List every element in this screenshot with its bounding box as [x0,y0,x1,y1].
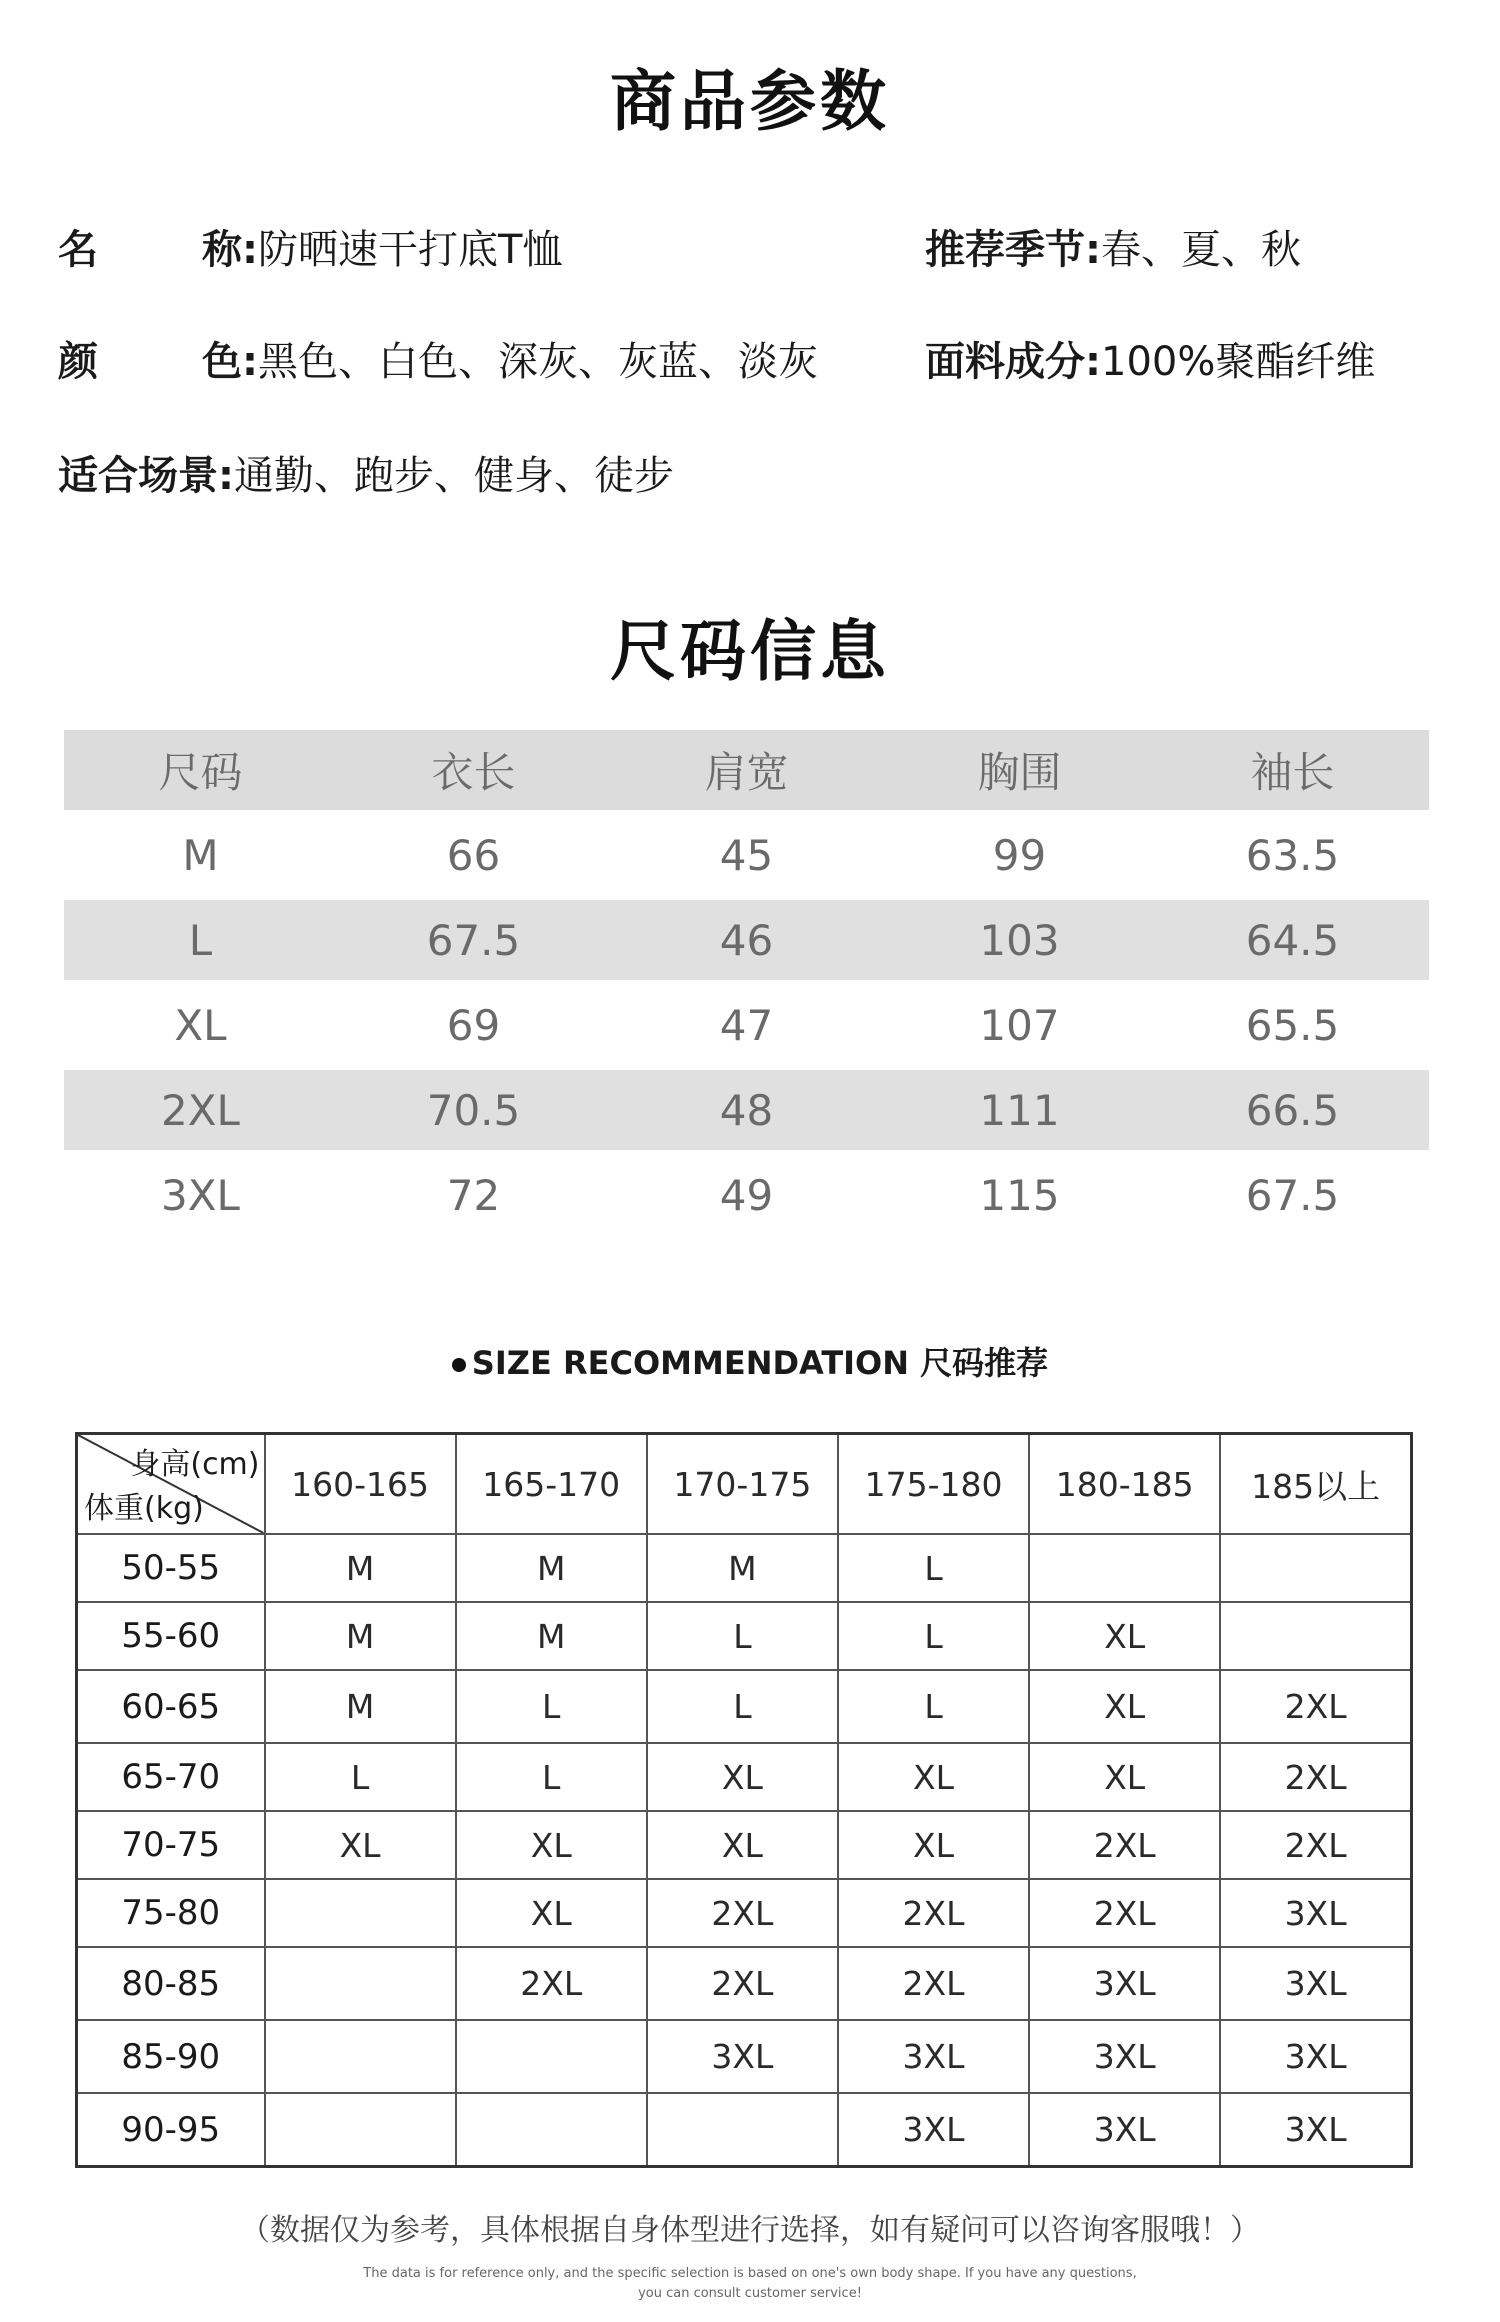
corner-height-label: 身高(cm) [130,1447,260,1482]
corner-cell [77,1434,265,1535]
bullet-dot-icon [452,1358,466,1372]
weight-cell: 65-70 [77,1743,265,1811]
disclaimer-note: （数据仅为参考，具体根据自身体型进行选择，如有疑问可以咨询客服哦！） [240,2213,1260,2248]
recommended-size-cell: 2XL [1220,1670,1411,1743]
params-section-title: 商品参数 [610,63,890,140]
size-label-cell: 2XL [64,1070,337,1150]
recommendation-table-body [77,1534,1412,2167]
disclaimer-en-line-1: The data is for reference only, and the specific selection is based on one's own body shape. If you have any questions, [363,2266,1137,2281]
recommended-size-cell: 2XL [647,1879,838,1947]
recommended-size-cell: 3XL [1029,2020,1220,2093]
recommended-size-cell [265,2020,456,2093]
recommended-size-cell: XL [838,1811,1029,1879]
recommended-size-cell: M [265,1534,456,1602]
recommendation-title [0,1338,1500,1384]
recommended-size-cell: L [838,1670,1029,1743]
weight-cell: 50-55 [77,1534,265,1602]
recommended-size-cell: L [265,1743,456,1811]
recommended-size-cell: XL [265,1811,456,1879]
recommended-size-cell: XL [456,1811,647,1879]
recommended-size-cell [456,2020,647,2093]
size-value-cell: 49 [719,1170,774,1220]
recommended-size-cell: XL [1029,1670,1220,1743]
recommended-size-cell: 3XL [647,2020,838,2093]
recommended-size-cell: XL [456,1879,647,1947]
size-value-cell: 67.5 [337,900,610,980]
height-header-cell: 180-185 [1029,1434,1220,1535]
recommendation-table [75,1432,1413,2168]
size-value-cell: 67.5 [1245,1170,1340,1220]
recommended-size-cell [647,2093,838,2167]
recommended-size-cell: 2XL [647,1947,838,2020]
recommendation-row [77,1534,1412,1602]
recommendation-header-row [77,1434,1412,1535]
weight-cell: 55-60 [77,1602,265,1670]
param-color [58,330,818,387]
param-color-value: 黑色、白色、深灰、灰蓝、淡灰 [258,339,818,385]
recommended-size-cell: L [456,1670,647,1743]
size-section-title: 尺码信息 [610,613,890,690]
param-season [925,218,1301,275]
size-label-cell: L [64,900,337,980]
param-color-label-b: 色: [202,339,258,385]
recommendation-row [77,1947,1412,2020]
recommended-size-cell: M [265,1670,456,1743]
size-table-header-row [64,730,1429,810]
weight-cell: 80-85 [77,1947,265,2020]
recommended-size-cell: XL [838,1743,1029,1811]
param-fabric [925,330,1375,387]
recommended-size-cell [1220,1602,1411,1670]
recommendation-row [77,1670,1412,1743]
size-label-cell: 3XL [161,1170,240,1220]
recommendation-row [77,2020,1412,2093]
recommended-size-cell: L [647,1602,838,1670]
recommendation-row [77,1879,1412,1947]
recommended-size-cell: 3XL [1220,1947,1411,2020]
recommended-size-cell: 3XL [1220,1879,1411,1947]
size-value-cell: 70.5 [337,1070,610,1150]
recommended-size-cell [1220,1534,1411,1602]
size-value-cell: 115 [979,1170,1060,1220]
recommended-size-cell: 2XL [838,1879,1029,1947]
recommended-size-cell: L [838,1602,1029,1670]
recommended-size-cell: XL [1029,1743,1220,1811]
disclaimer-en-line-2: you can consult customer service! [638,2286,862,2301]
recommended-size-cell: M [647,1534,838,1602]
weight-cell: 90-95 [77,2093,265,2167]
size-value-cell: 107 [979,1000,1060,1050]
param-season-label: 推荐季节: [925,227,1101,273]
recommended-size-cell: L [838,1534,1029,1602]
recommended-size-cell: XL [647,1743,838,1811]
size-table-row [64,980,1429,1070]
size-header-cell: 衣长 [337,730,610,810]
size-value-cell: 64.5 [1156,900,1429,980]
recommended-size-cell: 2XL [1029,1811,1220,1879]
size-header-cell: 袖长 [1156,730,1429,810]
param-name-label [58,218,258,275]
recommended-size-cell: 3XL [838,2093,1029,2167]
param-name-label-a: 名 [58,227,98,273]
weight-cell: 60-65 [77,1670,265,1743]
recommended-size-cell: 3XL [1029,2093,1220,2167]
recommendation-row [77,1743,1412,1811]
size-label-cell: XL [174,1000,227,1050]
recommended-size-cell [265,2093,456,2167]
size-table-row [64,1150,1429,1240]
recommendation-row [77,1602,1412,1670]
param-scene-value: 通勤、跑步、健身、徒步 [234,453,674,499]
param-color-label-a: 颜 [58,339,98,385]
recommended-size-cell: M [456,1534,647,1602]
recommended-size-cell: 2XL [1029,1879,1220,1947]
recommended-size-cell: M [456,1602,647,1670]
corner-weight-label: 体重(kg) [84,1491,204,1526]
param-season-value: 春、夏、秋 [1101,227,1301,273]
disclaimer-note-english [0,2264,1500,2304]
size-value-cell: 45 [719,830,774,880]
recommended-size-cell: XL [1029,1602,1220,1670]
recommended-size-cell: 3XL [838,2020,1029,2093]
recommended-size-cell: 3XL [1220,2093,1411,2167]
recommendation-row [77,2093,1412,2167]
recommended-size-cell [456,2093,647,2167]
recommended-size-cell: 2XL [1220,1811,1411,1879]
weight-cell: 75-80 [77,1879,265,1947]
recommended-size-cell [1029,1534,1220,1602]
param-scene-label: 适合场景: [58,453,234,499]
param-name [58,218,562,275]
size-table [64,730,1429,1240]
size-table-row [64,900,1429,980]
recommended-size-cell: 2XL [1220,1743,1411,1811]
size-header-cell: 肩宽 [610,730,883,810]
recommended-size-cell [265,1947,456,2020]
recommendation-title-text: SIZE RECOMMENDATION 尺码推荐 [471,1344,1049,1382]
param-fabric-label: 面料成分: [925,339,1101,385]
height-header-cell: 165-170 [456,1434,647,1535]
height-header-cell: 185以上 [1220,1434,1411,1535]
recommendation-row [77,1811,1412,1879]
size-value-cell: 69 [446,1000,501,1050]
size-table-body [64,810,1429,1240]
weight-cell: 85-90 [77,2020,265,2093]
size-value-cell: 63.5 [1245,830,1340,880]
size-value-cell: 72 [446,1170,501,1220]
size-value-cell: 103 [883,900,1156,980]
recommended-size-cell: 3XL [1029,1947,1220,2020]
param-scene [58,444,674,501]
recommended-size-cell: XL [647,1811,838,1879]
recommended-size-cell: L [456,1743,647,1811]
recommended-size-cell: 2XL [456,1947,647,2020]
param-color-label [58,330,258,387]
size-value-cell: 99 [992,830,1047,880]
recommended-size-cell: M [265,1602,456,1670]
size-value-cell: 66.5 [1156,1070,1429,1150]
param-name-value: 防晒速干打底T恤 [258,227,563,273]
size-header-cell: 尺码 [64,730,337,810]
param-fabric-value: 100%聚酯纤维 [1101,339,1376,385]
size-table-row [64,810,1429,900]
size-value-cell: 47 [719,1000,774,1050]
recommended-size-cell: L [647,1670,838,1743]
param-name-label-b: 称: [202,227,258,273]
size-label-cell: M [182,830,219,880]
size-value-cell: 46 [610,900,883,980]
size-value-cell: 66 [446,830,501,880]
size-header-cell: 胸围 [883,730,1156,810]
height-header-cell: 170-175 [647,1434,838,1535]
size-value-cell: 111 [883,1070,1156,1150]
weight-cell: 70-75 [77,1811,265,1879]
recommended-size-cell: 2XL [838,1947,1029,2020]
recommended-size-cell [265,1879,456,1947]
height-header-cell: 160-165 [265,1434,456,1535]
size-table-row [64,1070,1429,1150]
size-value-cell: 48 [610,1070,883,1150]
size-value-cell: 65.5 [1245,1000,1340,1050]
recommended-size-cell: 3XL [1220,2020,1411,2093]
height-header-cell: 175-180 [838,1434,1029,1535]
